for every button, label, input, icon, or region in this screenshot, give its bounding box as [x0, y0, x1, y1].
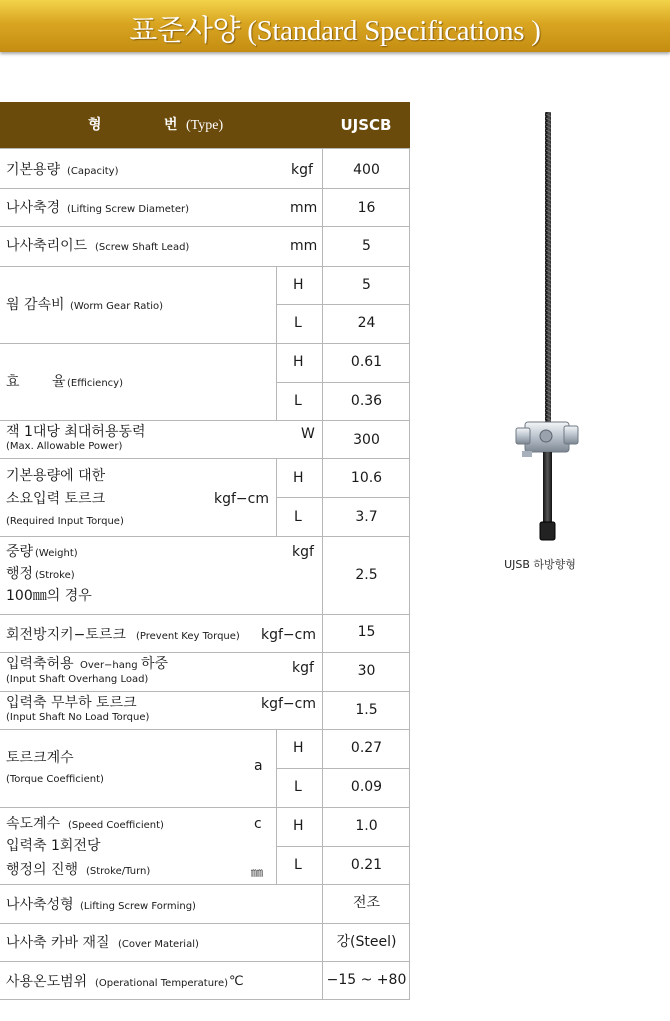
row-torque-coef-l-value: 0.09 [350, 779, 383, 795]
row-input-torque-h-value: 10.6 [350, 470, 383, 486]
row-weight-en: (Weight) [35, 548, 78, 559]
row-speed-coef-unit: c [254, 816, 262, 832]
row-key-torque-label: 회전방지키−토르크 [6, 627, 126, 643]
grid-line [0, 148, 410, 149]
grid-line [409, 148, 410, 1000]
row-stroke-turn-en: (Stroke/Turn) [86, 866, 151, 877]
row-overhang-en: Over−hang [80, 660, 138, 671]
grid-line [276, 497, 410, 498]
row-input-torque-h-key: H [293, 470, 304, 486]
grid-line [276, 382, 410, 383]
row-worm-ratio-h-key: H [293, 277, 304, 293]
grid-line [276, 846, 410, 847]
grid-line [0, 420, 410, 421]
row-stroke-label: 행정 [6, 566, 34, 582]
row-efficiency-label-2: 율 [52, 374, 66, 390]
row-input-torque-label-1: 기본용량에 대한 [6, 468, 106, 484]
row-overhang-value: 30 [357, 663, 376, 679]
row-input-torque-en: (Required Input Torque) [6, 516, 124, 527]
row-input-torque-l-key: L [294, 509, 302, 525]
row-worm-ratio-en: (Worm Gear Ratio) [70, 301, 164, 312]
row-stroke-note: 100㎜의 경우 [6, 588, 92, 604]
grid-line [276, 304, 410, 305]
row-capacity-label: 기본용량 [6, 162, 61, 178]
header-type-ko-2: 번 [164, 117, 178, 133]
row-capacity-unit: kgf [291, 162, 313, 178]
grid-line [276, 768, 410, 769]
row-forming-value: 전조 [352, 895, 381, 911]
row-key-torque-value: 15 [357, 624, 376, 640]
grid-line [0, 343, 410, 344]
row-stroke-turn-label-1: 입력축 1회전당 [6, 838, 101, 854]
row-stroke-turn-label-2: 행정의 진행 [6, 862, 79, 878]
row-overhang-label-1: 입력축허용 [6, 656, 74, 672]
row-torque-coef-h-key: H [293, 740, 304, 756]
row-screw-diameter-en: (Lifting Screw Diameter) [67, 204, 189, 215]
header-type-ko-1: 형 [88, 117, 102, 133]
page-title: 표준사양 (Standard Specifications ) [129, 15, 541, 47]
row-torque-coef-en: (Torque Coefficient) [6, 774, 104, 785]
row-overhang-label-2: 하중 [141, 656, 169, 672]
spec-table [0, 102, 410, 1000]
row-weight-value: 2.5 [355, 567, 378, 583]
row-no-load-en: (Input Shaft No Load Torque) [6, 712, 150, 723]
title-banner [0, 0, 670, 52]
grid-line [0, 729, 410, 730]
grid-line [276, 729, 277, 884]
row-torque-coef-unit: a [254, 758, 263, 774]
row-key-torque-unit: kgf−cm [261, 627, 316, 643]
header-model: UJSCB [340, 116, 392, 134]
grid-line [0, 188, 410, 189]
grid-line [0, 536, 410, 537]
header-type-en: (Type) [186, 118, 224, 133]
table-header-type-cell [0, 102, 322, 148]
row-cover-value: 강(Steel) [336, 934, 397, 950]
row-lead-label: 나사축리이드 [6, 238, 88, 254]
row-weight-unit: kgf [292, 544, 314, 560]
row-speed-coef-l-value: 0.21 [350, 857, 383, 873]
row-key-torque-en: (Prevent Key Torque) [136, 631, 240, 642]
row-lead-unit: mm [290, 238, 318, 254]
grid-line [0, 999, 410, 1000]
grid-line [0, 266, 410, 267]
grid-line [0, 884, 410, 885]
row-input-torque-label-2: 소요입력 토르크 [6, 491, 106, 507]
row-forming-en: (Lifting Screw Forming) [80, 901, 196, 912]
row-screw-diameter-label: 나사축경 [6, 200, 61, 216]
row-max-power-value: 300 [353, 432, 380, 448]
row-efficiency-l-value: 0.36 [350, 393, 383, 409]
row-speed-coef-h-key: H [293, 818, 304, 834]
grid-line [0, 961, 410, 962]
grid-line [0, 226, 410, 227]
row-forming-label: 나사축성형 [6, 897, 74, 913]
row-worm-ratio-h-value: 5 [362, 277, 371, 293]
row-stroke-turn-unit: ㎜ [251, 865, 264, 879]
row-efficiency-h-value: 0.61 [350, 354, 383, 370]
row-speed-coef-h-value: 1.0 [355, 818, 378, 834]
row-weight-label: 중량 [6, 544, 34, 560]
row-worm-ratio-l-key: L [294, 315, 302, 331]
row-temp-unit: ℃ [229, 974, 244, 989]
row-efficiency-en: (Efficiency) [67, 378, 123, 389]
row-torque-coef-h-value: 0.27 [350, 740, 383, 756]
row-lead-value: 5 [362, 238, 371, 254]
row-no-load-value: 1.5 [355, 702, 378, 718]
grid-line [0, 614, 410, 615]
row-input-torque-unit: kgf−cm [214, 491, 269, 507]
row-max-power-unit: W [301, 426, 315, 442]
row-speed-coef-en: (Speed Coefficient) [68, 820, 164, 831]
row-overhang-en-2: (Input Shaft Overhang Load) [6, 674, 149, 685]
row-overhang-unit: kgf [292, 660, 314, 676]
product-photo [480, 110, 620, 550]
table-header-model-cell [322, 102, 410, 148]
row-max-power-label: 잭 1대당 최대허용동력 [6, 424, 146, 440]
row-capacity-value: 400 [353, 162, 380, 178]
row-stroke-en: (Stroke) [35, 570, 75, 581]
row-speed-coef-l-key: L [294, 857, 302, 873]
row-temp-label: 사용온도범위 [6, 974, 88, 990]
grid-line [0, 691, 410, 692]
row-efficiency-l-key: L [294, 393, 302, 409]
row-lead-en: (Screw Shaft Lead) [95, 242, 190, 253]
row-efficiency-label-1: 효 [6, 374, 20, 390]
row-torque-coef-l-key: L [294, 779, 302, 795]
row-worm-ratio-label: 웜 감속비 [6, 297, 65, 313]
grid-line [0, 807, 410, 808]
grid-line [322, 148, 323, 1000]
row-temp-en: (Operational Temperature) [95, 978, 228, 989]
row-screw-diameter-value: 16 [357, 200, 376, 216]
photo-caption: UJSB 하방향형 [504, 558, 576, 571]
row-torque-coef-label: 토르크계수 [6, 750, 74, 766]
row-speed-coef-label: 속도계수 [6, 816, 61, 832]
row-temp-value: −15 ~ +80 [326, 972, 407, 988]
row-worm-ratio-l-value: 24 [357, 315, 376, 331]
grid-line [0, 652, 410, 653]
row-cover-label: 나사축 카바 재질 [6, 935, 110, 951]
row-no-load-unit: kgf−cm [261, 696, 316, 712]
row-cover-en: (Cover Material) [118, 939, 199, 950]
grid-line [276, 266, 277, 420]
row-input-torque-l-value: 3.7 [355, 509, 378, 525]
row-screw-diameter-unit: mm [290, 200, 318, 216]
row-max-power-en: (Max. Allowable Power) [6, 441, 123, 452]
grid-line [0, 458, 410, 459]
row-efficiency-h-key: H [293, 354, 304, 370]
row-capacity-en: (Capacity) [67, 166, 119, 177]
grid-line [276, 458, 277, 536]
grid-line [0, 923, 410, 924]
row-no-load-label: 입력축 무부하 토르크 [6, 695, 137, 711]
